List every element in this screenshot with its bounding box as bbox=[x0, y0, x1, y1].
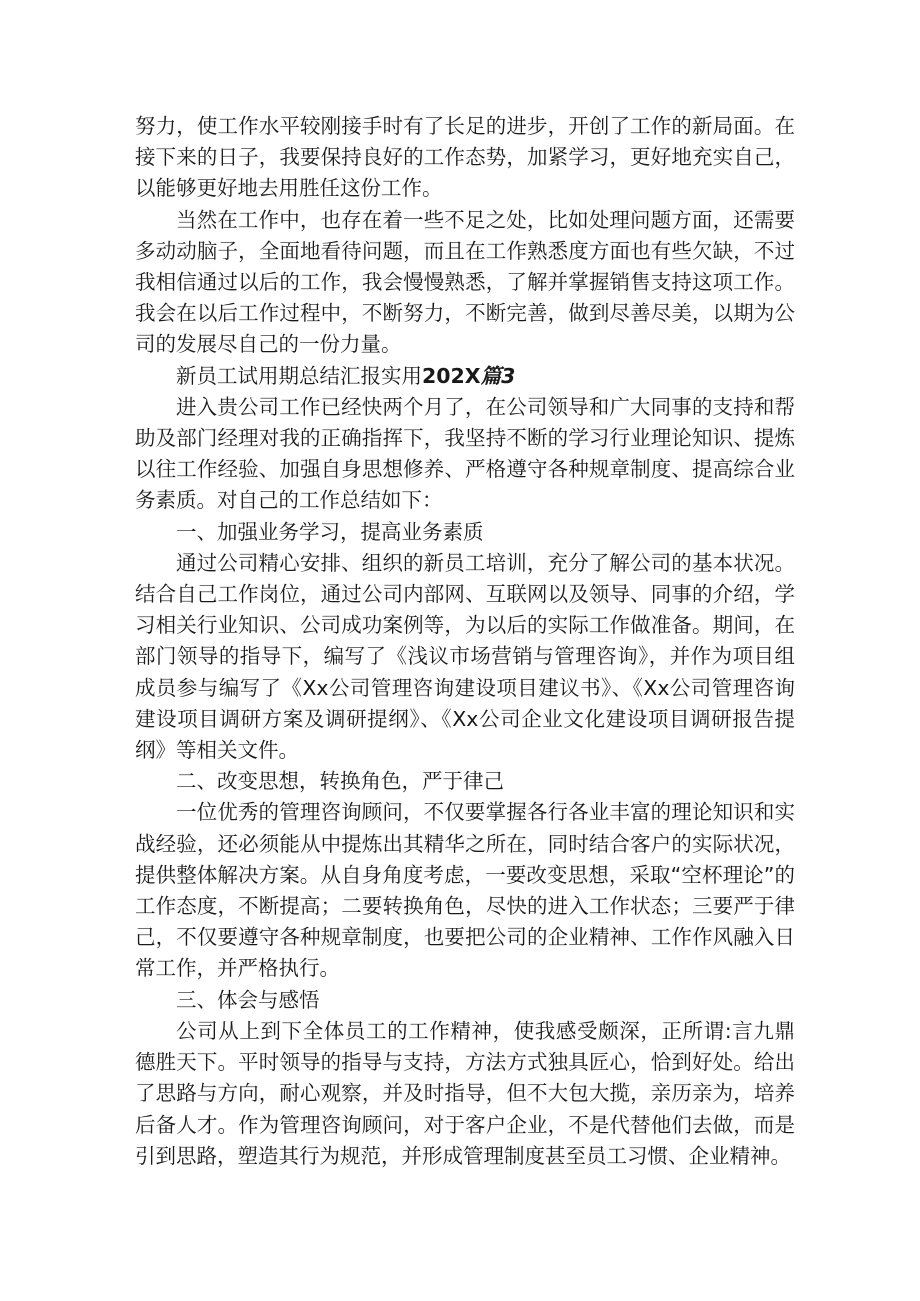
paragraph-shortcomings: 当然在工作中，也存在着一些不足之处，比如处理问题方面，还需要多动动脑子，全面地看待问题，而且在工作熟悉度方面也有些欠缺，不过我相信通过以后的工作，我会慢慢熟悉，了解并掌握销售支持这项工作。我会在以后工作过程中，不断努力，不断完善，做到尽善尽美，以期为公司的发展尽自己的一份力量。 bbox=[135, 207, 795, 357]
heading-business-study: 一、加强业务学习，提高业务素质 bbox=[176, 519, 484, 544]
section-title-suffix: 篇3 bbox=[480, 363, 516, 388]
paragraph-business-study: 通过公司精心安排、组织的新员工培训，充分了解公司的基本状况。结合自己工作岗位，通过公司内部网、互联网以及领导、同事的介绍，学习相关行业知识、公司成功案例等，为以后的实际工作做准备。期间，在部门领导的指导下，编写了《浅议市场营销与管理咨询》，并作为项目组成员参与编写了《Xx公司管理咨询建设项目建议书》、《Xx公司管理咨询建设项目调研方案及调研提纲》、《Xx公司企业文化建设项目调研报告提纲》等相关文件。 bbox=[135, 550, 795, 763]
heading-reflections: 三、体会与感悟 bbox=[176, 987, 320, 1012]
paragraph-continuation: 努力，使工作水平较刚接手时有了长足的进步，开创了工作的新局面。在接下来的日子，我要保持良好的工作态势，加紧学习，更好地充实自己，以能够更好地去用胜任这份工作。 bbox=[135, 114, 795, 201]
section-title-year: 202X bbox=[422, 363, 481, 388]
heading-change-mindset: 二、改变思想，转换角色，严于律己 bbox=[176, 769, 504, 794]
paragraph-change-mindset: 一位优秀的管理咨询顾问，不仅要掌握各行各业丰富的理论知识和实战经验，还必须能从中提炼出其精华之所在，同时结合客户的实际状况，提供整体解决方案。从自身角度考虑，一要改变思想，采取“空杯理论”的工作态度，不断提高；二要转换角色，尽快的进入工作状态；三要严于律己，不仅要遵守各种规章制度，也要把公司的企业精神、工作作风融入日常工作，并严格执行。 bbox=[135, 800, 795, 981]
section-title-prefix: 新员工试用期总结汇报实用 bbox=[176, 363, 422, 388]
paragraph-reflections: 公司从上到下全体员工的工作精神，使我感受颇深，正所谓:言九鼎德胜天下。平时领导的指导与支持，方法方式独具匠心，恰到好处。给出了思路与方向，耐心观察，并及时指导，但不大包大揽，亲历亲为，培养后备人才。作为管理咨询顾问，对于客户企业，不是代替他们去做，而是引到思路，塑造其行为规范，并形成管理制度甚至员工习惯、企业精神。 bbox=[135, 1018, 795, 1168]
paragraph-introduction: 进入贵公司工作已经快两个月了，在公司领导和广大同事的支持和帮助及部门经理对我的正确指挥下，我坚持不断的学习行业理论知识、提炼以往工作经验、加强自身思想修养、严格遵守各种规章制度、提高综合业务素质。对自己的工作总结如下： bbox=[135, 394, 795, 513]
document-body bbox=[135, 111, 795, 1172]
section-title bbox=[135, 361, 795, 392]
